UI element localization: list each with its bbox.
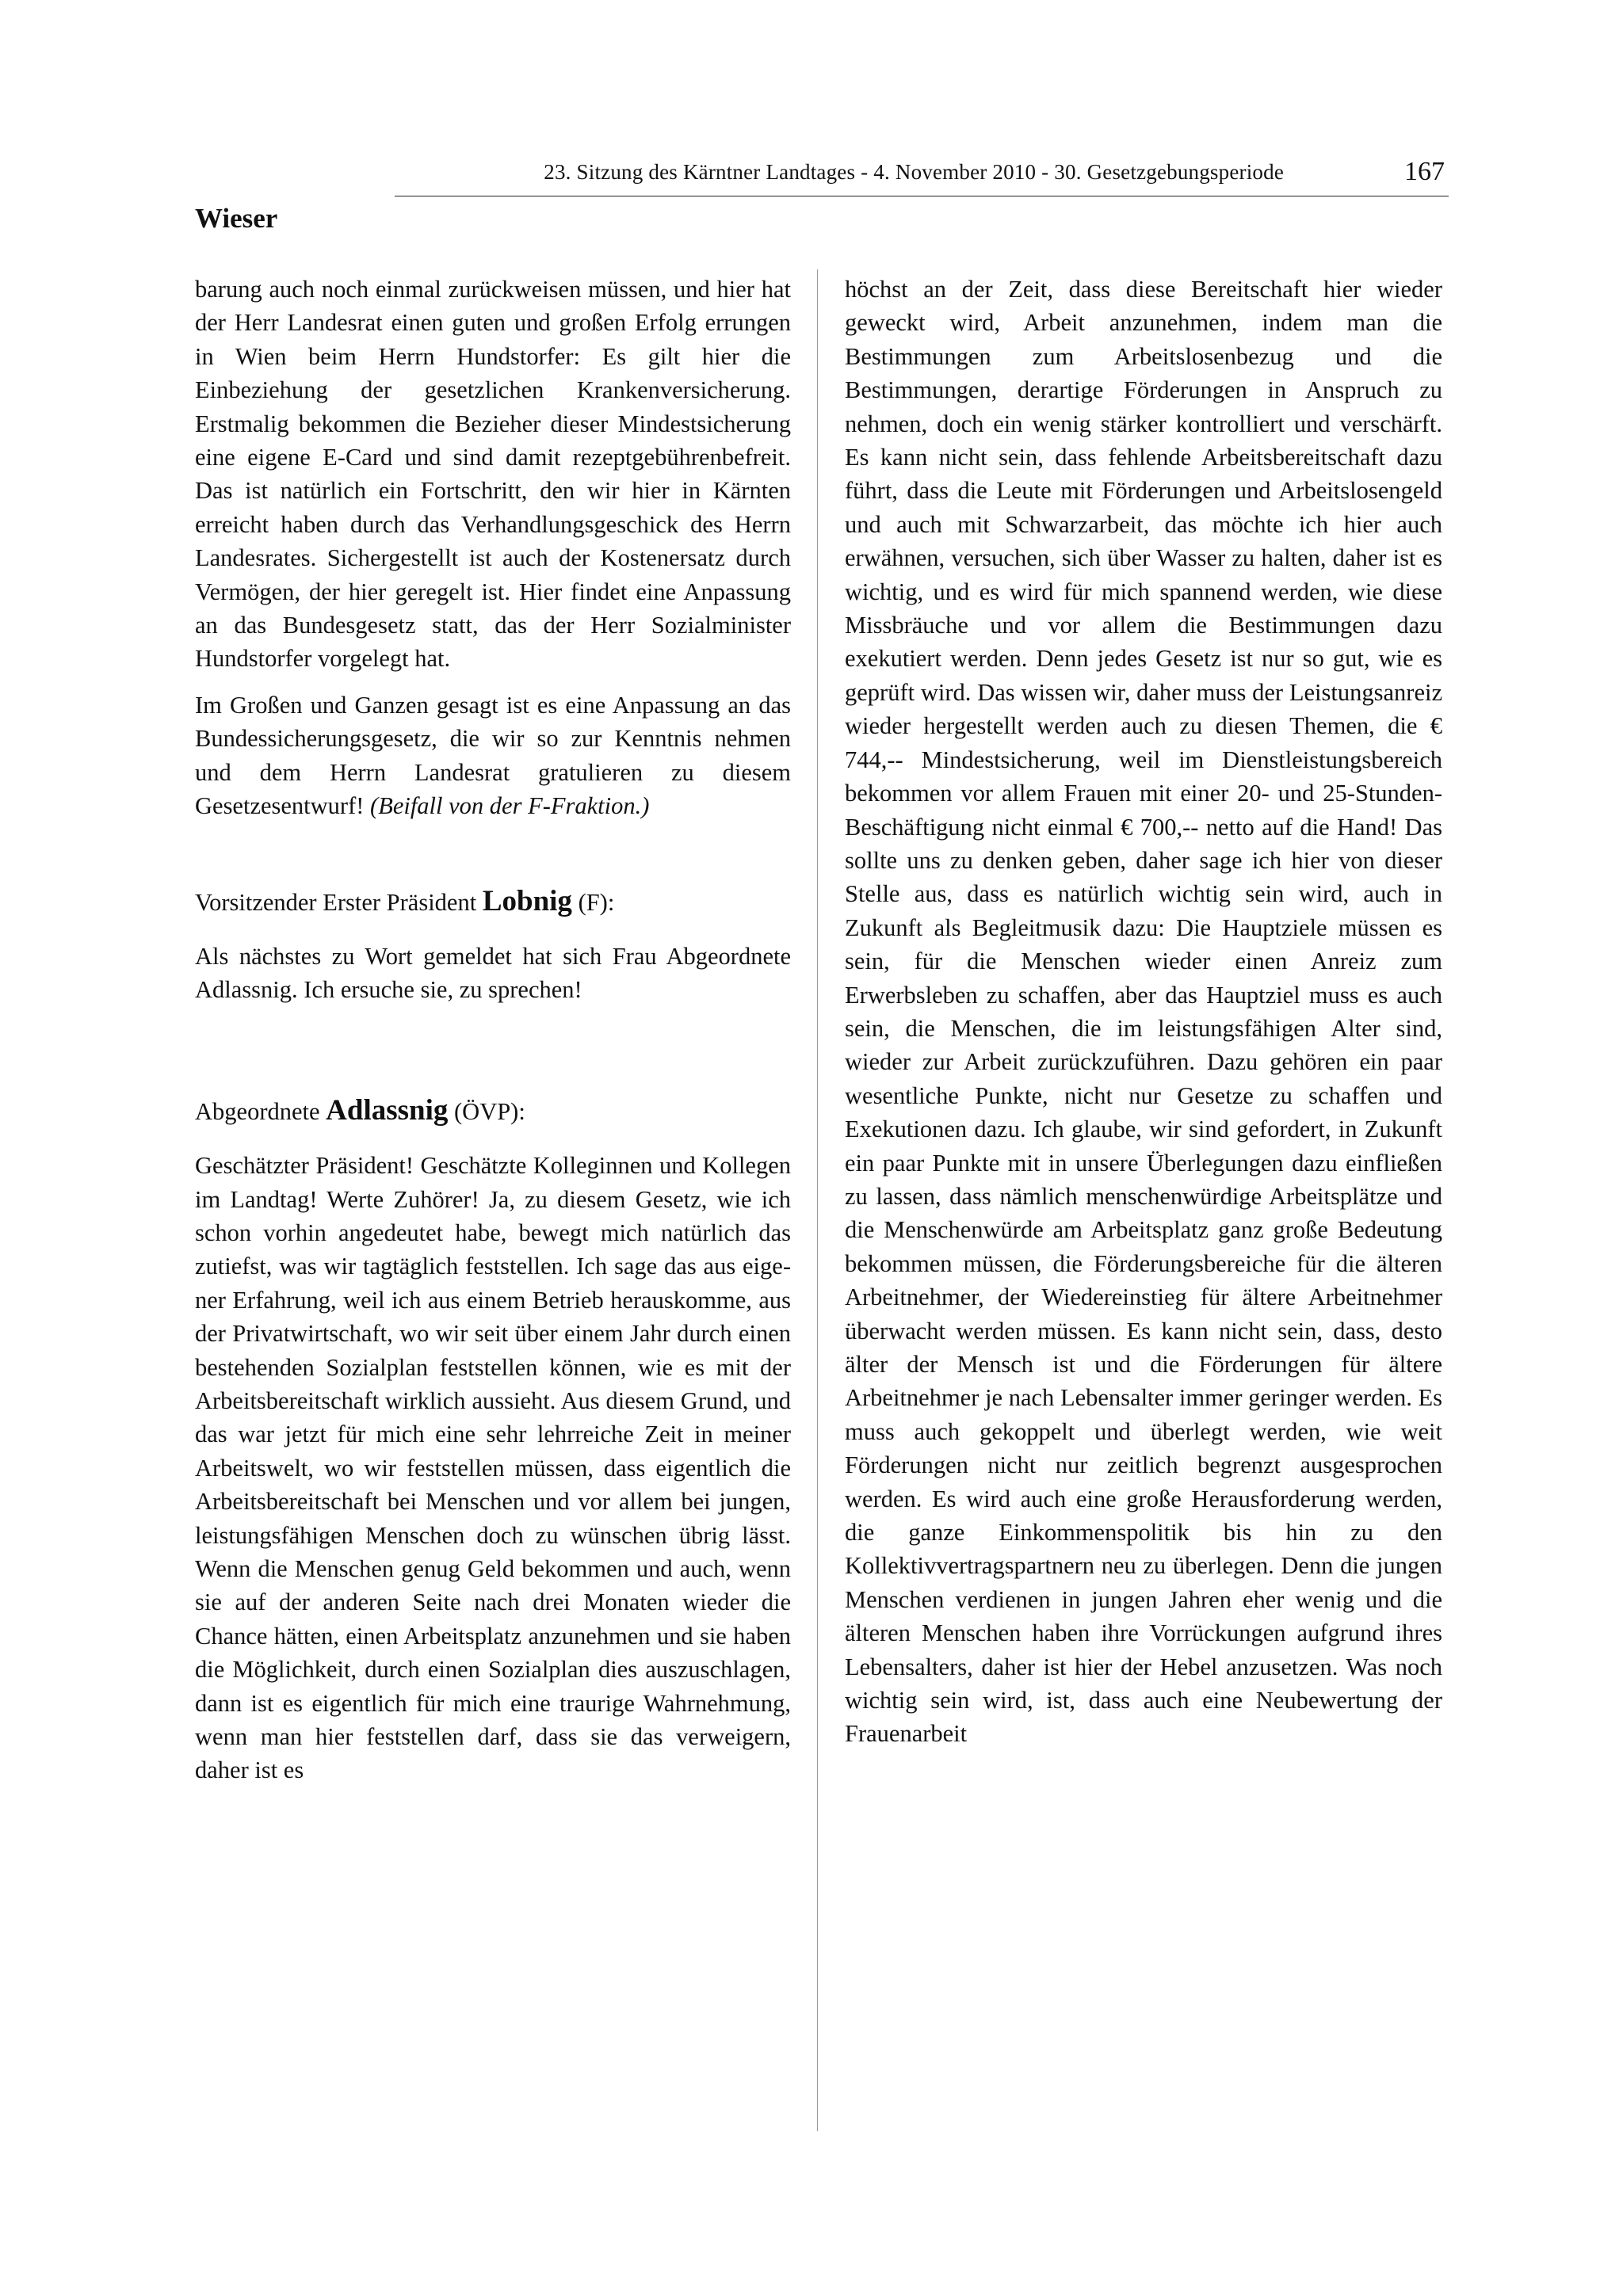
page-number: 167	[1404, 157, 1445, 186]
paragraph: barung auch noch einmal zurückweisen müssen, und hier hat der Herr Landesrat einen guten und großen Erfolg errungen in Wien beim Herrn Hundstorfer: Es gilt hier die Einbeziehung der gesetzlichen Krankenversicherung. Erstmalig bekommen die Bezieher dieser Mindestsicherung eine eigene E-Card und sind damit rezeptgebührenbefreit. Das ist natürlich ein Fortschritt, den wir hier in Kärnten erreicht haben durch das Verhandlungsgeschick des Herrn Landesrates. Sichergestellt ist auch der Kostenersatz durch Vermögen, der hier geregelt ist. Hier findet eine Anpassung an das Bundesgesetz statt, das der Herr Sozialminister Hundstorfer vorgelegt hat.	[195, 276, 791, 673]
paragraph: höchst an der Zeit, dass diese Bereitschaft hier wieder geweckt wird, Arbeit anzunehmen, indem man die Bestimmungen zum Arbeitslosenbezug und die Bestimmungen, derartige Förderungen in Anspruch zu nehmen, doch ein wenig stärker kontrolliert und verschärft. Es kann nicht sein, dass fehlende Arbeitsbereitschaft dazu führt, dass die Leute mit Förderungen und Arbeitslosengeld und auch mit Schwarzarbeit, das möchte ich hier auch erwähnen, versuchen, sich über Wasser zu halten, daher ist es wichtig, und es wird für mich spannend werden, wie diese Missbräuche und vor allem die Bestimmungen dazu exekutiert werden. Denn jedes Gesetz ist nur so gut, wie es geprüft wird. Das wissen wir, daher muss der Leistungsanreiz wieder hergestellt werden auch zu diesen Themen, die € 744,-- Mindestsicherung, weil im Dienstleistungsbereich bekommen vor allem Frauen mit einer 20- und 25-Stunden-Beschäftigung nicht einmal € 700,-- netto auf die Hand! Das sollte uns zu denken geben, daher sage ich hier von dieser Stelle aus, dass es natürlich wichtig sein wird, auch in Zukunft als Begleitmusik dazu: Die Hauptziele müssen es sein, für die Menschen wieder einen Anreiz zum Erwerbsleben zu schaffen, aber das Hauptziel muss es auch sein, die Menschen, die im leistungsfähigen Alter sind, wieder zur Arbeit zurückzuführen. Dazu gehören ein paar wesentliche Punkte, nicht nur Gesetze zu schaffen und Exekutionen dazu. Ich glaube, wir sind gefordert, in Zukunft ein paar Punkte mit in unsere Überlegungen dazu einfließen zu lassen, dass nämlich menschenwürdige Arbeitsplätze und die Menschenwürde am Arbeitsplatz ganz große Bedeutung bekommen müssen, die Förderungsbereiche für die älteren Arbeitnehmer, der Wiedereinstieg für ältere Arbeitnehmer überwacht werden müssen. Es kann nicht sein, dass, desto älter der Mensch ist und die Förderungen für ältere Arbeitnehmer je nach Lebensalter immer geringer werden. Es muss auch gekoppelt und überlegt werden, wie weit Förderungen nicht nur zeitlich begrenzt ausgesprochen werden. Es wird auch eine große Herausforderung werden, die ganze Einkommenspolitik bis hin zu den Kollektivvertragspartnern neu zu überlegen. Denn die jungen Menschen verdienen in jungen Jahren eher wenig und die älteren Menschen haben ihre Vorrückungen aufgrund ihres Lebensalters, daher ist hier der Hebel anzusetzen. Was noch wichtig sein wird, ist, dass auch eine Neubewertung der Frauenarbeit	[845, 276, 1442, 1748]
right-column	[845, 273, 1442, 1751]
speaker-party: (F):	[571, 888, 615, 916]
paragraph-text: Im Großen und Ganzen gesagt ist es eine Anpassung an das Bundessicherungsgesetz, die wir so zur Kenntnis nehmen und dem Herrn Landesrat gratulieren zu diesem Gesetzesentwurf!	[195, 691, 791, 820]
paragraph	[195, 688, 791, 823]
speaker-role: Abgeordnete	[195, 1097, 327, 1125]
column-divider	[817, 269, 818, 2131]
applause-note: (Beifall von der F-Fraktion.)	[370, 792, 650, 820]
paragraph: Als nächstes zu Wort gemeldet hat sich Frau Abgeordnete Adlassnig. Ich ersuche sie, zu sprechen!	[195, 942, 791, 1004]
paragraph: Geschätzter Präsident! Geschätzte Kolleginnen und Kollegen im Landtag! Werte Zuhörer! Ja, zu diesem Gesetz, wie ich schon vorhin angedeutet habe, bewegt mich natürlich das zutiefst, was wir tagtäglich feststellen. Ich sage das aus eigener Erfahrung, weil ich aus einem Betrieb herauskomme, aus der Privatwirtschaft, wo wir seit über einem Jahr durch einen bestehenden Sozialplan feststellen können, wie es mit der Arbeitsbereitschaft wirklich aussieht. Aus diesem Grund, und das war jetzt für mich eine sehr lehrreiche Zeit in meiner Arbeitswelt, wo wir feststellen müssen, dass eigentlich die Arbeitsbereitschaft bei Menschen und vor allem bei jungen, leistungsfähigen Menschen doch zu wünschen übrig lässt. Wenn die Menschen genug Geld bekommen und auch, wenn sie auf der anderen Seite nach drei Monaten wieder die Chance hätten, einen Arbeitsplatz anzunehmen und sie haben die Möglichkeit, durch einen Sozialplan dies auszuschlagen, dann ist es eigentlich für mich eine traurige Wahrnehmung, wenn man hier feststellen darf, dass sie das verweigern, daher ist es	[195, 1152, 791, 1784]
running-header-title: 23. Sitzung des Kärntner Landtages - 4. November 2010 - 30. Gesetzgebungsperiode	[544, 160, 1284, 184]
speaker-role: Vorsitzender Erster Präsident	[195, 888, 483, 916]
speaker-name: Lobnig	[482, 884, 572, 917]
left-column	[195, 273, 791, 1787]
speaker-heading	[195, 1094, 791, 1128]
speaker-party: (ÖVP):	[448, 1097, 525, 1125]
speaker-name: Adlassnig	[326, 1093, 449, 1127]
speaker-heading	[195, 885, 791, 919]
speaker-tag: Wieser	[195, 203, 278, 234]
